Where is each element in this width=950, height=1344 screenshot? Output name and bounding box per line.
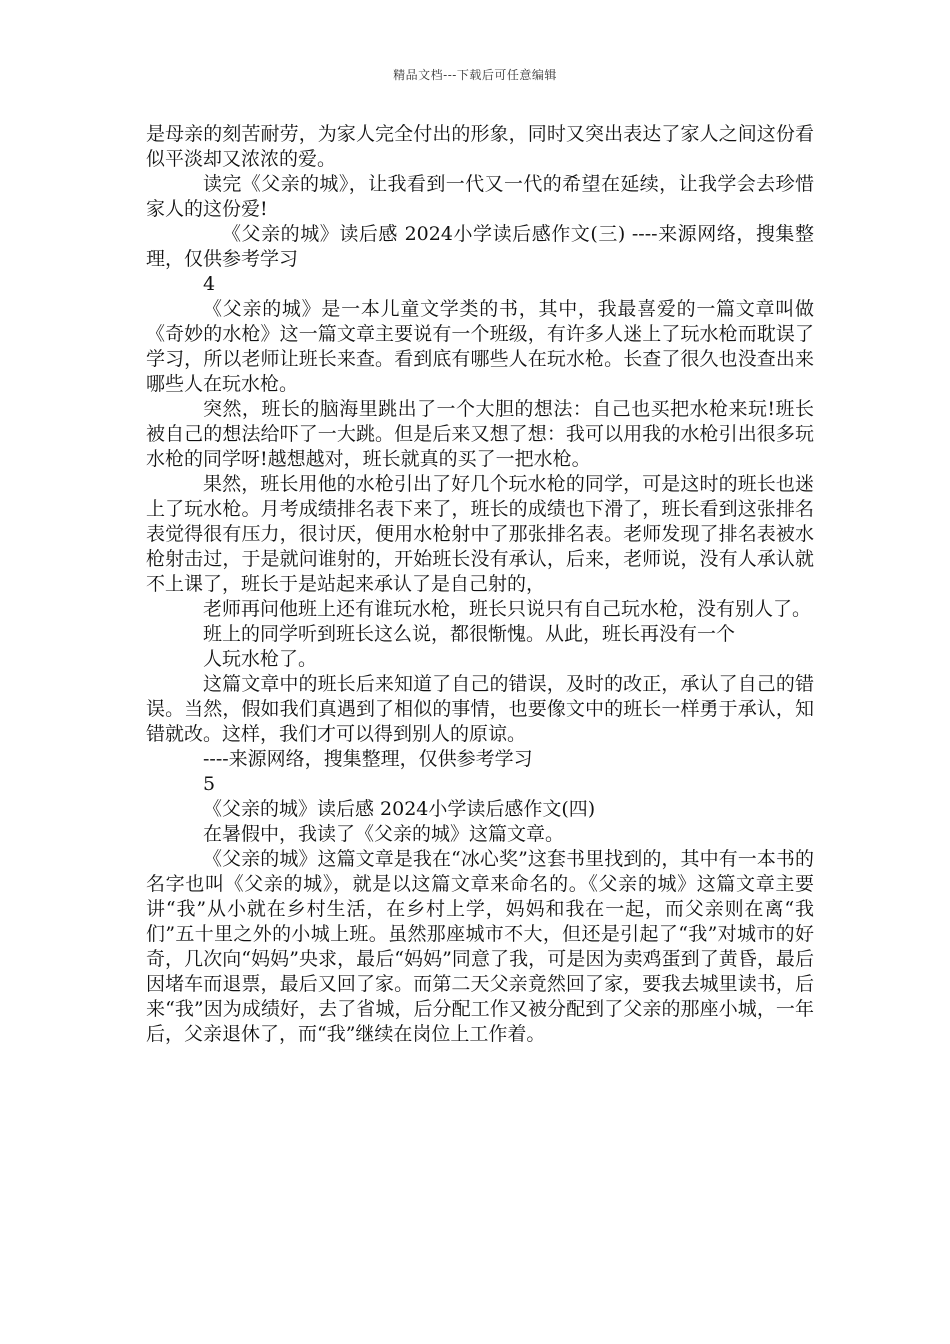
paragraph: 果然，班长用他的水枪引出了好几个玩水枪的同学，可是这时的班长也迷上了玩水枪。月考成绩排名表下来了，班长的成绩也下滑了，班长看到这张排名表觉得很有压力，很讨厌，便用水枪射中了那张排名表。老师发现了排名表被水枪射击过，于是就问谁射的，开始班长没有承认，后来，老师说，没有人承认就不上课了，班长于是站起来承认了是自己射的， bbox=[146, 473, 814, 595]
paragraph: 《父亲的城》是一本儿童文学类的书，其中，我最喜爱的一篇文章叫做《奇妙的水枪》这一篇文章主要说有一个班级，有许多人迷上了玩水枪而耽误了学习，所以老师让班长来查。看到底有哪些人在玩水枪。长查了很久也没查出来哪些人在玩水枪。 bbox=[146, 298, 814, 395]
paragraph: 读完《父亲的城》，让我看到一代又一代的希望在延续，让我学会去珍惜家人的这份爱! bbox=[146, 173, 814, 220]
section-heading: 《父亲的城》读后感 2024小学读后感作文(四) bbox=[203, 798, 596, 820]
section-heading: 《父亲的城》读后感 2024小学读后感作文(三) ----来源网络，搜集整理，仅供参考学习 bbox=[146, 223, 814, 270]
paragraph: 班上的同学听到班长这么说，都很惭愧。从此，班长再没有一个 bbox=[203, 623, 736, 645]
page-number: 5 bbox=[203, 773, 216, 795]
paragraph: 人玩水枪了。 bbox=[203, 648, 318, 670]
page-header: 精品文档---下载后可任意编辑 bbox=[393, 68, 557, 82]
paragraph: 突然，班长的脑海里跳出了一个大胆的想法：自己也买把水枪来玩!班长被自己的想法给吓了一大跳。但是后来又想了想：我可以用我的水枪引出很多玩水枪的同学呀!越想越对，班长就真的买了一把水枪。 bbox=[146, 398, 814, 470]
paragraph: 《父亲的城》这篇文章是我在“冰心奖”这套书里找到的，其中有一本书的名字也叫《父亲的城》，就是以这篇文章来命名的。《父亲的城》这篇文章主要讲“我”从小就在乡村生活，在乡村上学，妈妈和我在一起，而父亲则在离“我们”五十里之外的小城上班。虽然那座城市不大，但还是引起了“我”对城市的好奇，几次向“妈妈”央求，最后“妈妈”同意了我，可是因为卖鸡蛋到了黄昏，最后因堵车而退票，最后又回了家。而第二天父亲竟然回了家，要我去城里读书，后来“我”因为成绩好，去了省城，后分配工作又被分配到了父亲的那座小城，一年后，父亲退休了，而“我”继续在岗位上工作着。 bbox=[146, 848, 814, 1045]
page-number: 4 bbox=[203, 273, 216, 295]
paragraph: 老师再问他班上还有谁玩水枪，班长只说只有自己玩水枪，没有别人了。 bbox=[203, 598, 812, 620]
source-note: ----来源网络，搜集整理，仅供参考学习 bbox=[203, 748, 533, 770]
paragraph: 在暑假中，我读了《父亲的城》这篇文章。 bbox=[203, 823, 565, 845]
document-body bbox=[146, 122, 814, 1047]
paragraph: 是母亲的刻苦耐劳，为家人完全付出的形象，同时又突出表达了家人之间这份看似平淡却又浓浓的爱。 bbox=[146, 123, 814, 170]
paragraph: 这篇文章中的班长后来知道了自己的错误，及时的改正，承认了自己的错误。当然，假如我们真遇到了相似的事情，也要像文中的班长一样勇于承认，知错就改。这样，我们才可以得到别人的原谅。 bbox=[146, 673, 814, 745]
